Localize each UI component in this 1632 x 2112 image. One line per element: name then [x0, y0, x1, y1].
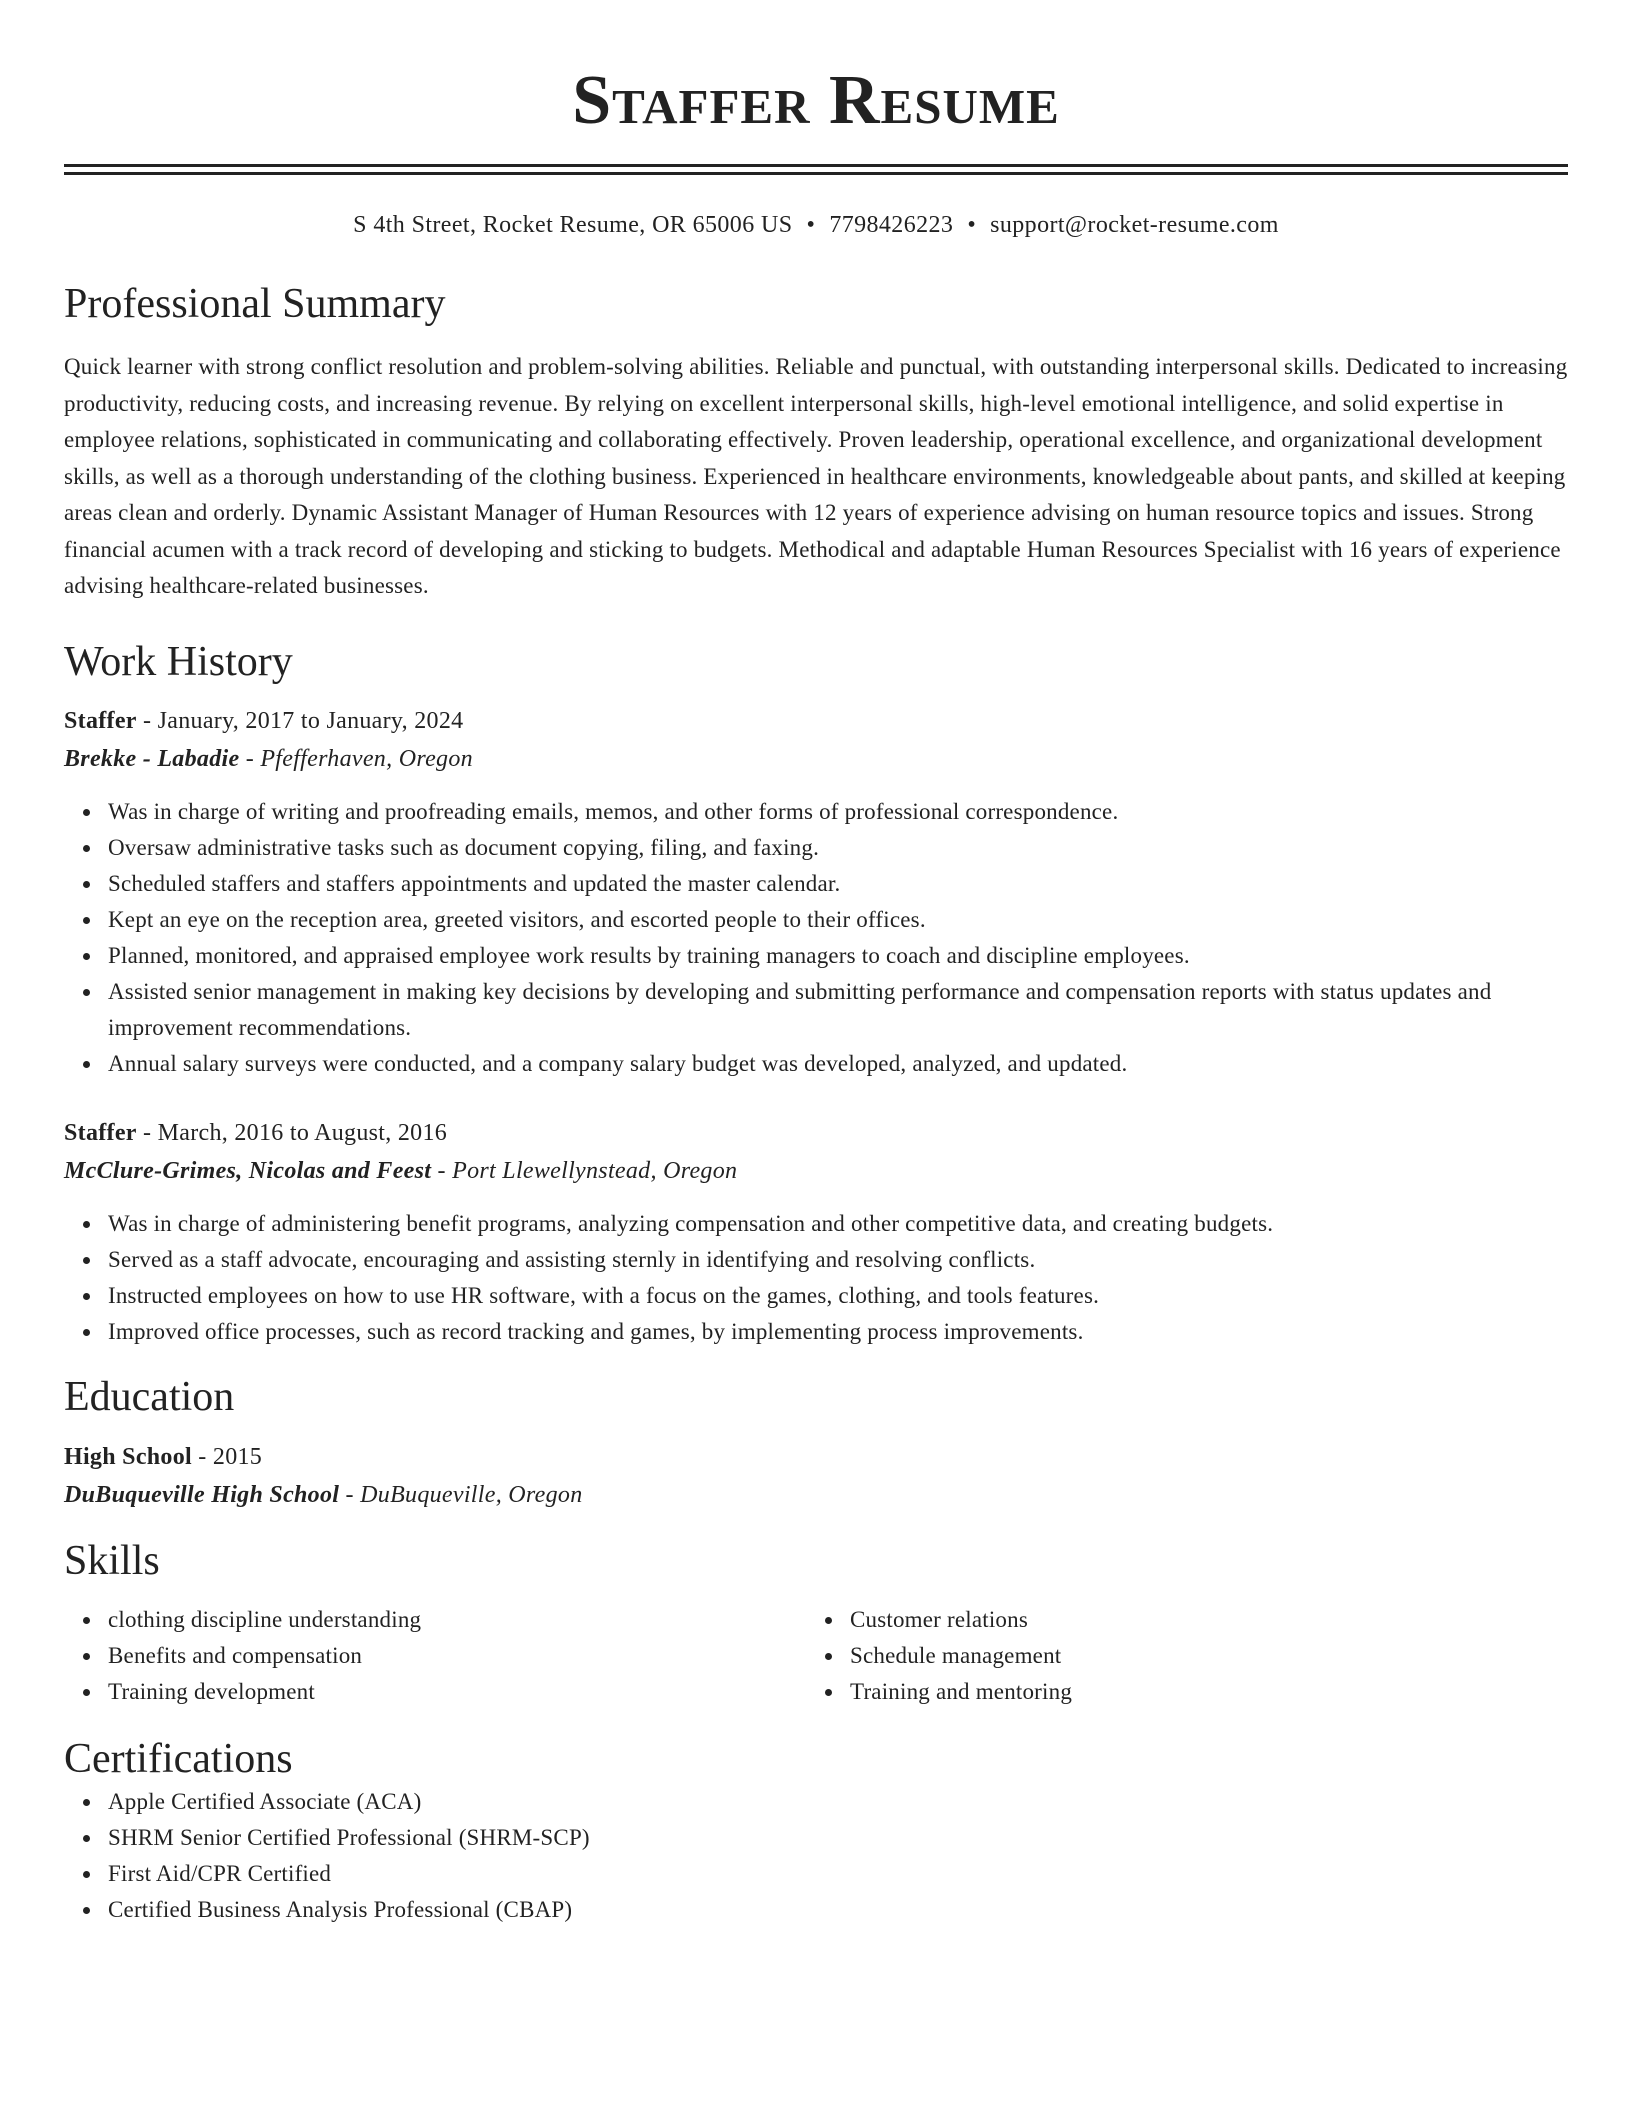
job-bullets — [64, 1206, 1568, 1350]
contact-line — [64, 209, 1568, 241]
contact-phone: 7798426223 — [829, 212, 954, 238]
job-dates: - January, 2017 to January, 2024 — [136, 707, 464, 734]
work-history-heading: Work History — [64, 638, 293, 685]
job-bullet: Planned, monitored, and appraised employee work results by training managers to coach and discipline employees. — [108, 938, 1568, 974]
job-role: Staffer — [64, 707, 137, 734]
job-dates: - March, 2016 to August, 2016 — [136, 1119, 448, 1146]
job-bullet: Scheduled staffers and staffers appointments and updated the master calendar. — [108, 866, 1568, 902]
skills-list — [806, 1602, 1548, 1710]
education-entry — [64, 1438, 1568, 1514]
certification-item: Certified Business Analysis Professional (CBAP) — [108, 1892, 1568, 1928]
job-bullet: Oversaw administrative tasks such as document copying, filing, and faxing. — [108, 830, 1568, 866]
job-role: Staffer — [64, 1119, 137, 1146]
education-degree: High School — [64, 1443, 192, 1470]
skills-column-right — [806, 1602, 1548, 1710]
certification-item: SHRM Senior Certified Professional (SHRM-SCP) — [108, 1820, 1568, 1856]
job-bullet: Improved office processes, such as record tracking and games, by implementing process improvements. — [108, 1314, 1568, 1350]
job-title-line — [64, 1114, 1568, 1152]
job-employer: McClure-Grimes, Nicolas and Feest — [64, 1157, 432, 1184]
job-bullet: Served as a staff advocate, encouraging and assisting sternly in identifying and resolving conflicts. — [108, 1242, 1568, 1278]
certifications-list — [64, 1784, 1568, 1928]
job-employer-line — [64, 740, 1568, 778]
job-entry — [64, 1114, 1568, 1350]
skill-item: clothing discipline understanding — [108, 1602, 806, 1638]
certification-item: First Aid/CPR Certified — [108, 1856, 1568, 1892]
skill-item: Training and mentoring — [850, 1674, 1548, 1710]
skill-item: Training development — [108, 1674, 806, 1710]
job-bullet: Kept an eye on the reception area, greeted visitors, and escorted people to their offices. — [108, 902, 1568, 938]
contact-separator: • — [806, 212, 816, 238]
job-employer-line — [64, 1152, 1568, 1190]
skill-item: Customer relations — [850, 1602, 1548, 1638]
title-double-rule — [64, 164, 1568, 175]
skills-column-left — [64, 1602, 806, 1710]
education-heading: Education — [64, 1373, 235, 1420]
skills-list — [64, 1602, 806, 1710]
contact-address: S 4th Street, Rocket Resume, OR 65006 US — [353, 212, 793, 238]
skills-heading: Skills — [64, 1537, 160, 1584]
job-bullet: Assisted senior management in making key decisions by developing and submitting performance and compensation reports with status updates and improvement recommendations. — [108, 974, 1568, 1046]
education-year: - 2015 — [192, 1443, 263, 1470]
certification-item: Apple Certified Associate (ACA) — [108, 1784, 1568, 1820]
education-location: - DuBuqueville, Oregon — [339, 1481, 583, 1508]
job-bullet: Annual salary surveys were conducted, and a company salary budget was developed, analyzed, and updated. — [108, 1046, 1568, 1082]
job-bullet: Instructed employees on how to use HR software, with a focus on the games, clothing, and tools features. — [108, 1278, 1568, 1314]
contact-separator: • — [967, 212, 977, 238]
job-location: - Port Llewellynstead, Oregon — [431, 1157, 738, 1184]
skill-item: Benefits and compensation — [108, 1638, 806, 1674]
skill-item: Schedule management — [850, 1638, 1548, 1674]
job-title-line — [64, 702, 1568, 740]
summary-text: Quick learner with strong conflict resolution and problem-solving abilities. Reliable and punctual, with outstanding interpersonal skills. Dedicated to increasing productivity, reducing costs, and increasing revenue. By relying on excellent interpersonal skills, high-level emotional intelligence, and solid expertise in employee relations, sophisticated in communicating and collaborating effectively. Proven leadership, operational excellence, and organizational development skills, as well as a thorough understanding of the clothing business. Experienced in healthcare environments, knowledgeable about pants, and skilled at keeping areas clean and orderly. Dynamic Assistant Manager of Human Resources with 12 years of experience advising on human resource topics and issues. Strong financial acumen with a track record of developing and sticking to budgets. Methodical and adaptable Human Resources Specialist with 16 years of experience advising healthcare-related businesses. — [64, 354, 1568, 598]
skills-columns — [64, 1602, 1568, 1710]
job-bullet: Was in charge of administering benefit programs, analyzing compensation and other competitive data, and creating budgets. — [108, 1206, 1568, 1242]
job-location: - Pfefferhaven, Oregon — [239, 745, 473, 772]
education-degree-line — [64, 1438, 1568, 1476]
certifications-heading: Certifications — [64, 1735, 293, 1782]
summary-heading: Professional Summary — [64, 281, 446, 327]
job-bullet: Was in charge of writing and proofreading emails, memos, and other forms of professional correspondence. — [108, 794, 1568, 830]
job-employer: Brekke - Labadie — [64, 745, 240, 772]
job-entry — [64, 702, 1568, 1082]
resume-title: Staffer Resume — [572, 62, 1060, 139]
education-school-line — [64, 1476, 1568, 1514]
job-bullets — [64, 794, 1568, 1082]
education-school: DuBuqueville High School — [64, 1481, 340, 1508]
contact-email: support@rocket-resume.com — [990, 212, 1279, 238]
